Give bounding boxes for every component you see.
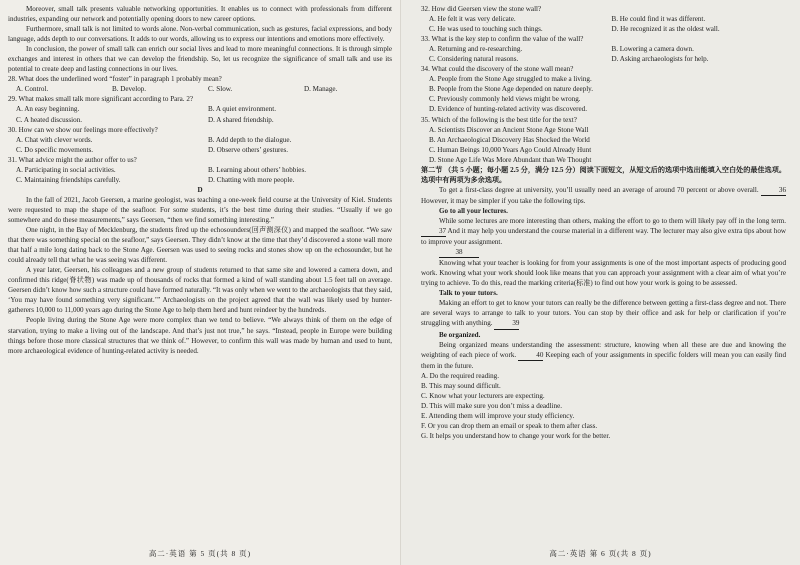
question-block	[421, 34, 786, 64]
answer-option[interactable]: B. He could find it was different.	[611, 15, 706, 24]
question-stem: 31. What advice might the author offer to us?	[8, 155, 137, 164]
answer-option[interactable]: B. People from the Stone Age depended on nature deeply.	[429, 85, 594, 94]
left-content	[8, 4, 392, 356]
cloze-option[interactable]: E. Attending them will improve your study efficiency.	[421, 411, 575, 420]
questions-32-35	[421, 4, 786, 165]
paragraph: Furthermore, small talk is not limited to words alone. Non-verbal communication, such as gestures, facial expressions, and body language, adds depth to our conversations. It adds to our words, allowing us to express our intentions and emotions more effectively.	[8, 25, 392, 44]
answer-option[interactable]: A. People from the Stone Age struggled to make a living.	[429, 75, 592, 84]
answer-option[interactable]: B. A quiet environment.	[208, 105, 276, 114]
answer-option[interactable]: B. An Archaeological Discovery Has Shocked the World	[429, 135, 590, 144]
question-block	[8, 125, 392, 155]
answer-option[interactable]: B. Add depth to the dialogue.	[208, 135, 292, 144]
answer-option[interactable]: A. Scientists Discover an Ancient Stone Age Stone Wall	[429, 125, 589, 134]
question-block	[8, 155, 392, 185]
question-options	[8, 84, 392, 94]
cloze-option[interactable]: C. Know what your lecturers are expecting.	[421, 391, 545, 400]
cloze-option[interactable]: F. Or you can drop them an email or speak to them after class.	[421, 421, 598, 430]
cloze-para-4: Being organized means understanding the assessment: structure, knowing when all these are due and knowing the weighting of each piece of work. 40 Keeping each of your assignments in specific folders will mean you can easily find them in the future.	[421, 340, 786, 370]
heading-blank-38	[421, 247, 786, 258]
question-block	[8, 94, 392, 124]
page-footer-right: 高二·英语 第 6 页(共 8 页)	[549, 549, 652, 558]
cloze-option[interactable]: G. It helps you understand how to change your work for the better.	[421, 431, 611, 440]
question-stem: 32. How did Geersen view the stone wall?	[421, 5, 542, 13]
heading-organized: Be organized.	[439, 330, 481, 339]
cloze-para-3: Making an effort to get to know your tutors can really be the difference between getting a first-class degree and not. There are several ways to arrange to talk to your tutors. You can stop by their office and ask for help or clarification if you’re struggling with anything. 39	[421, 298, 786, 329]
paragraph: In the fall of 2021, Jacob Geersen, a marine geologist, was teaching a one-week field course at the University of Kiel. Students were requested to map the shape of the seafloor. For some students, it’s the best time during their studies. “Usually if we go somewhere and do these measurements,” says Geersen, “then we find something interesting.”	[8, 195, 392, 224]
right-content	[421, 4, 786, 441]
answer-option[interactable]: D. A shared friendship.	[208, 115, 274, 124]
answer-option[interactable]: C. Previously commonly held views might be wrong.	[429, 95, 581, 104]
blank-37[interactable]: 37	[421, 226, 446, 237]
right-page	[400, 0, 800, 565]
answer-option[interactable]: B. Learning about others’ hobbies.	[208, 165, 306, 174]
answer-option[interactable]: A. Returning and re-researching.	[429, 45, 523, 54]
cloze-intro: To get a first-class degree at university, you’ll usually need an average of around 70 percent or above overall. 36 However, it may be simpler if you take the following tips.	[421, 185, 786, 205]
question-stem: 34. What could the discovery of the stone wall mean?	[421, 65, 574, 74]
blank-38[interactable]: 38	[439, 247, 479, 258]
cloze-options-list	[421, 371, 786, 441]
section-label-d: D	[197, 185, 203, 194]
question-block	[421, 64, 786, 114]
question-options	[421, 44, 786, 64]
answer-option[interactable]: A. He felt it was very delicate.	[429, 15, 516, 24]
heading-lectures: Go to all your lectures.	[439, 206, 508, 215]
answer-option[interactable]: C. Maintaining friendships carefully.	[16, 175, 121, 184]
question-stem: 30. How can we show our feelings more effectively?	[8, 125, 158, 134]
question-block	[421, 4, 786, 34]
answer-option[interactable]: D. He recognized it as the oldest wall.	[611, 25, 720, 34]
answer-option[interactable]: A. Participating in social activities.	[16, 165, 116, 174]
blank-39[interactable]: 39	[494, 318, 519, 329]
cloze-option[interactable]: D. This will make sure you don’t miss a deadline.	[421, 401, 563, 410]
blank-36[interactable]: 36	[761, 185, 786, 196]
question-options	[421, 14, 786, 34]
question-options	[8, 165, 392, 185]
question-stem: 35. Which of the following is the best title for the text?	[421, 115, 577, 124]
question-stem: 28. What does the underlined word “foster” in paragraph 1 probably mean?	[8, 75, 222, 84]
heading-tutors: Talk to your tutors.	[439, 289, 498, 298]
passage-d	[8, 195, 392, 356]
question-options	[8, 135, 392, 155]
page-footer-left: 高二·英语 第 5 页(共 8 页)	[148, 549, 252, 558]
answer-option[interactable]: A. Chat with clever words.	[16, 135, 93, 144]
answer-option[interactable]: D. Chatting with more people.	[208, 175, 295, 184]
passage-c-ending	[8, 4, 392, 74]
answer-option[interactable]: C. Do specific movements.	[16, 145, 94, 154]
paragraph: One night, in the Bay of Mecklenburg, the students fired up the echosounders(回声测深仪) and mapped the seafloor. “We saw that there was something special on the seafloor,” says Geersen. They didn’t know at the time that they’d discovered a stone wall more that half a mile long dating back to the Stone Age. Geersen was used to seeing rocks and stones show up on the echosounder, but he could already tell that what he was seeing was different.	[8, 226, 392, 265]
question-stem: 33. What is the key step to confirm the value of the wall?	[421, 35, 584, 44]
answer-option[interactable]: C. A heated discussion.	[16, 115, 83, 124]
paragraph: A year later, Geersen, his colleagues and a new group of students returned to that same site and lowered a camera down, and confirmed this ridge(脊状物) was made up of thousands of rocks that formed a kind of wall standing about 1.5 feet tall on average. Geersen didn’t know how such a structure could have formed naturally. “It was only when we went to the archaeologists that they said, ‘You may have found something very significant.’” Archaeologists on the project agreed that the wall was likely used by hunter-gatherers 10,000 to 11,000 years ago during the Stone Age to help them herd and hunt reindeer by the hundreds.	[8, 266, 392, 315]
question-options	[8, 104, 392, 124]
question-options	[421, 125, 786, 165]
cloze-para-2: Knowing what your teacher is looking for from your assignments is one of the most important aspects of producing good work. Knowing what your work should look like means that you can approach your assignment with a clear aim of what you’re trying to achieve. To do this, read the marking criteria(标准) to find out how your work is going to be assessed.	[421, 259, 786, 288]
blank-40[interactable]: 40	[518, 350, 543, 361]
question-options	[421, 74, 786, 114]
question-stem: 29. What makes small talk more significant according to Para. 2?	[8, 95, 194, 104]
answer-option[interactable]: A. Control.	[16, 85, 49, 94]
answer-option[interactable]: D. Stone Age Life Was More Abundant than We Thought	[429, 155, 592, 164]
answer-option[interactable]: C. Considering natural reasons.	[429, 55, 519, 64]
paragraph: Moreover, small talk presents valuable networking opportunities. It enables us to connect with professionals from different industries, expanding our network and potentially opening doors to new career options.	[8, 5, 392, 24]
section2-header: 第二节 （共 5 小题；每小题 2.5 分，满分 12.5 分）阅读下面短文，从短文后的选项中选出能填入空白处的最佳选项。选项中有两项为多余选项。	[421, 165, 786, 184]
answer-option[interactable]: B. Lowering a camera down.	[611, 45, 694, 54]
cloze-para-1: While some lectures are more interesting than others, making the effort to go to them will likely pay off in the long term. 37 And it may help you understand the course material in a different way. The lecturer may also give extra tips about how to improve your assignment.	[421, 216, 786, 247]
questions-28-31	[8, 74, 392, 185]
answer-option[interactable]: A. An easy beginning.	[16, 105, 80, 114]
question-block	[8, 74, 392, 94]
answer-option[interactable]: D. Evidence of hunting-related activity was discovered.	[429, 105, 587, 114]
answer-option[interactable]: D. Asking archaeologists for help.	[611, 55, 709, 64]
answer-option[interactable]: B. Develop.	[112, 85, 147, 94]
answer-option[interactable]: D. Manage.	[304, 85, 338, 94]
answer-option[interactable]: C. Human Beings 10,000 Years Ago Could Already Hunt	[429, 145, 592, 154]
answer-option[interactable]: C. Slow.	[208, 85, 233, 94]
answer-option[interactable]: C. He was used to touching such things.	[429, 25, 543, 34]
cloze-option[interactable]: A. Do the required reading.	[421, 371, 500, 380]
question-block	[421, 115, 786, 165]
paragraph: In conclusion, the power of small talk can enrich our social lives and lead to more meaningful connections. It is through simple exchanges and interest in others that we can develop the friendship. So, let us recognize the significance of small talk and use its potential to create deep and lasting connections in our lives.	[8, 45, 392, 74]
answer-option[interactable]: D. Observe others’ gestures.	[208, 145, 289, 154]
paragraph: People living during the Stone Age were more complex than we tend to believe. “We always think of them on the edge of starvation, trying to make a living out of the landscape. And that’s just not true,” he says. “Instead, people in Europe were building things before those more classical structures that we think of.” However, to confirm this wall was made by human and used to hunt, more archaeological evidence of hunting-related activity is needed.	[8, 316, 392, 355]
cloze-option[interactable]: B. This may sound difficult.	[421, 381, 501, 390]
